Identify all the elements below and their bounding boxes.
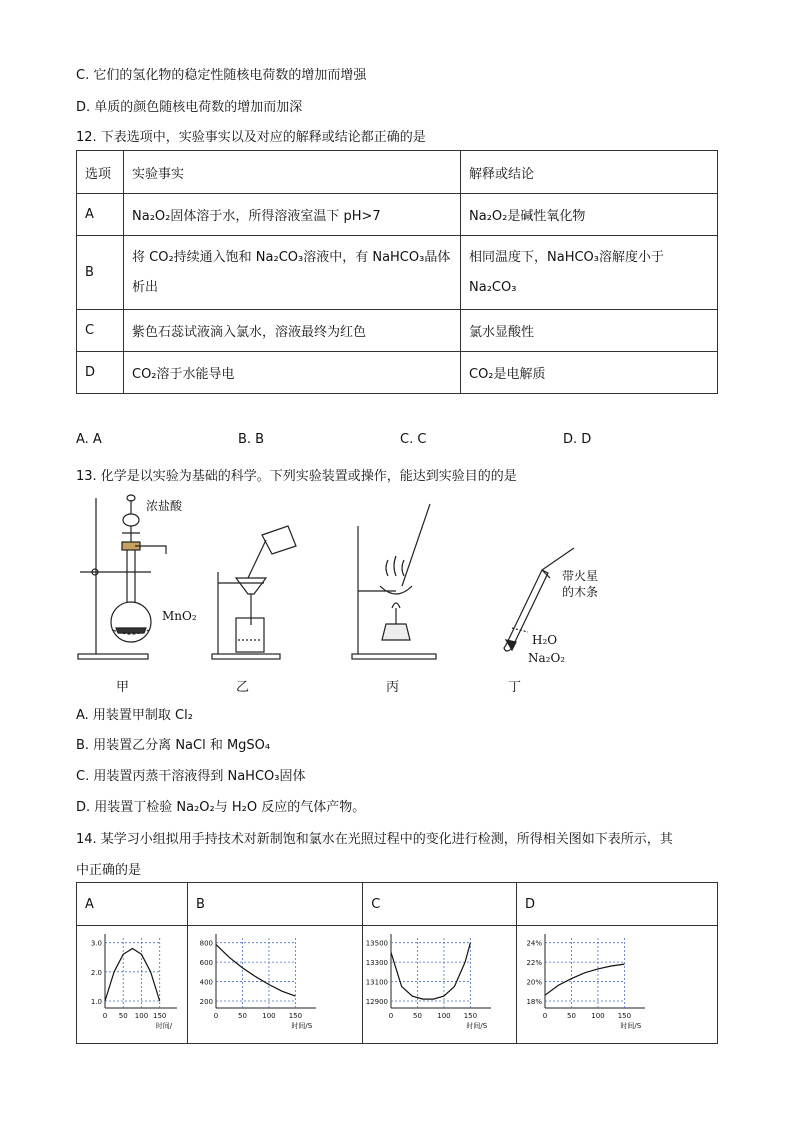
table-row [77, 236, 718, 310]
x-tick-label: 0 [213, 1012, 219, 1020]
series-line [216, 945, 295, 997]
q14-table [76, 882, 718, 1044]
choice-c[interactable]: C. C [400, 432, 427, 447]
table-row [77, 194, 718, 236]
option-cell: A [77, 194, 124, 236]
q11-option-d: D. 单质的颜色随核电荷数的增加而加深 [76, 100, 303, 115]
chart-cell-a [77, 926, 188, 1044]
chart-cell-c [363, 926, 517, 1044]
choice-a[interactable]: A. A [76, 432, 102, 447]
table-header-row [77, 883, 718, 926]
mno2-label: MnO₂ [162, 609, 197, 623]
q14-stem-line2: 中正确的是 [76, 863, 142, 878]
y-tick-label: 18% [526, 998, 542, 1006]
table-header-cell: 解释或结论 [461, 151, 718, 194]
x-tick-label: 100 [262, 1012, 276, 1020]
table-header-cell: A [77, 883, 188, 926]
h2o-label: H₂O [532, 633, 558, 647]
apparatus-label-bing: 丙 [386, 680, 400, 695]
y-tick-label: 200 [199, 998, 213, 1006]
x-tick-label: 50 [413, 1012, 423, 1020]
apparatus-yi [212, 526, 296, 659]
q11-option-c: C. 它们的氢化物的稳定性随核电荷数的增加而增强 [76, 68, 367, 83]
table-row [77, 926, 718, 1044]
series-line [105, 949, 160, 1002]
x-tick-label: 100 [134, 1012, 149, 1020]
table-row [77, 310, 718, 352]
hcl-label: 浓盐酸 [146, 499, 183, 513]
choice-b[interactable]: B. B [238, 432, 265, 447]
fact-cell: CO₂溶于水能导电 [124, 352, 461, 394]
y-tick-label: 2.0 [90, 968, 102, 977]
x-tick-label: 50 [118, 1012, 128, 1020]
q13-option-c[interactable]: C. 用装置丙蒸干溶液得到 NaHCO₃固体 [76, 769, 306, 784]
y-tick-label: 600 [199, 959, 213, 968]
y-tick-label: 13100 [365, 978, 389, 987]
q13-option-a[interactable]: A. 用装置甲制取 Cl₂ [76, 708, 193, 723]
x-tick-label: 150 [153, 1012, 167, 1020]
q12-table [76, 150, 718, 394]
x-axis-label: 时间/ [155, 1022, 173, 1030]
option-cell: C [77, 310, 124, 352]
fact-cell: 将 CO₂持续通入饱和 Na₂CO₃溶液中，有 NaHCO₃晶体析出 [124, 236, 461, 310]
table-header-cell: C [363, 883, 517, 926]
option-cell: D [77, 352, 124, 394]
y-tick-label: 400 [199, 978, 213, 987]
chart-c [363, 926, 513, 1039]
apparatus-bing [352, 504, 436, 659]
table-header-cell: 实验事实 [124, 151, 461, 194]
apparatus-jia [78, 495, 166, 659]
chart-a [77, 926, 187, 1039]
x-tick-label: 100 [591, 1012, 605, 1020]
y-tick-label: 24% [526, 939, 542, 948]
series-line [391, 943, 470, 999]
apparatus-label-ding: 丁 [508, 680, 522, 695]
ember-label-1: 带火星 [562, 569, 599, 583]
na2o2-label: Na₂O₂ [528, 651, 566, 665]
conclusion-cell: 氯水显酸性 [461, 310, 718, 352]
y-tick-label: 12900 [365, 998, 389, 1006]
x-tick-label: 150 [288, 1012, 303, 1020]
conclusion-cell: CO₂是电解质 [461, 352, 718, 394]
chart-d [517, 926, 717, 1039]
y-tick-label: 800 [199, 939, 213, 948]
chart-cell-b [188, 926, 363, 1044]
y-tick-label: 3.0 [90, 939, 102, 948]
q12-choices [76, 432, 676, 450]
q12-stem: 12. 下表选项中，实验事实以及对应的解释或结论都正确的是 [76, 130, 426, 145]
table-header-cell: 选项 [77, 151, 124, 194]
table-row [77, 352, 718, 394]
apparatus-label-yi: 乙 [236, 680, 250, 695]
conclusion-cell: 相同温度下，NaHCO₃溶解度小于 Na₂CO₃ [461, 236, 718, 310]
q13-apparatus-figure [76, 490, 636, 690]
series-line [545, 964, 624, 995]
fact-cell: Na₂O₂固体溶于水，所得溶液室温下 pH>7 [124, 194, 461, 236]
q13-option-b[interactable]: B. 用装置乙分离 NaCl 和 MgSO₄ [76, 738, 271, 753]
x-tick-label: 50 [238, 1012, 247, 1020]
x-tick-label: 100 [437, 1012, 451, 1020]
choice-d[interactable]: D. D [563, 432, 592, 447]
y-tick-label: 20% [526, 978, 542, 987]
ember-label-2: 的木条 [562, 585, 599, 599]
y-tick-label: 13500 [365, 939, 389, 948]
y-tick-label: 1.0 [90, 998, 102, 1006]
chart-b [188, 926, 356, 1039]
x-tick-label: 150 [463, 1012, 478, 1020]
fact-cell: 紫色石蕊试液滴入氯水，溶液最终为红色 [124, 310, 461, 352]
chart-cell-d [517, 926, 718, 1044]
table-header-cell: D [517, 883, 718, 926]
x-tick-label: 0 [388, 1012, 394, 1020]
x-tick-label: 0 [102, 1012, 108, 1020]
x-axis-label: 时间/S [466, 1022, 488, 1030]
q14-stem-line1: 14. 某学习小组拟用手持技术对新制饱和氯水在光照过程中的变化进行检测，所得相关图如下表所示，其 [76, 832, 673, 847]
y-tick-label: 13300 [365, 959, 389, 968]
conclusion-cell: Na₂O₂是碱性氧化物 [461, 194, 718, 236]
table-header-row [77, 151, 718, 194]
x-tick-label: 150 [617, 1012, 632, 1020]
option-cell: B [77, 236, 124, 310]
q13-option-d[interactable]: D. 用装置丁检验 Na₂O₂与 H₂O 反应的气体产物。 [76, 800, 366, 815]
q13-stem: 13. 化学是以实验为基础的科学。下列实验装置或操作，能达到实验目的的是 [76, 469, 517, 484]
x-tick-label: 0 [542, 1012, 548, 1020]
x-axis-label: 时间/S [291, 1022, 313, 1030]
x-tick-label: 50 [567, 1012, 576, 1020]
x-axis-label: 时间/S [620, 1022, 642, 1030]
y-tick-label: 22% [526, 959, 542, 968]
table-header-cell: B [188, 883, 363, 926]
apparatus-label-jia: 甲 [116, 680, 130, 695]
